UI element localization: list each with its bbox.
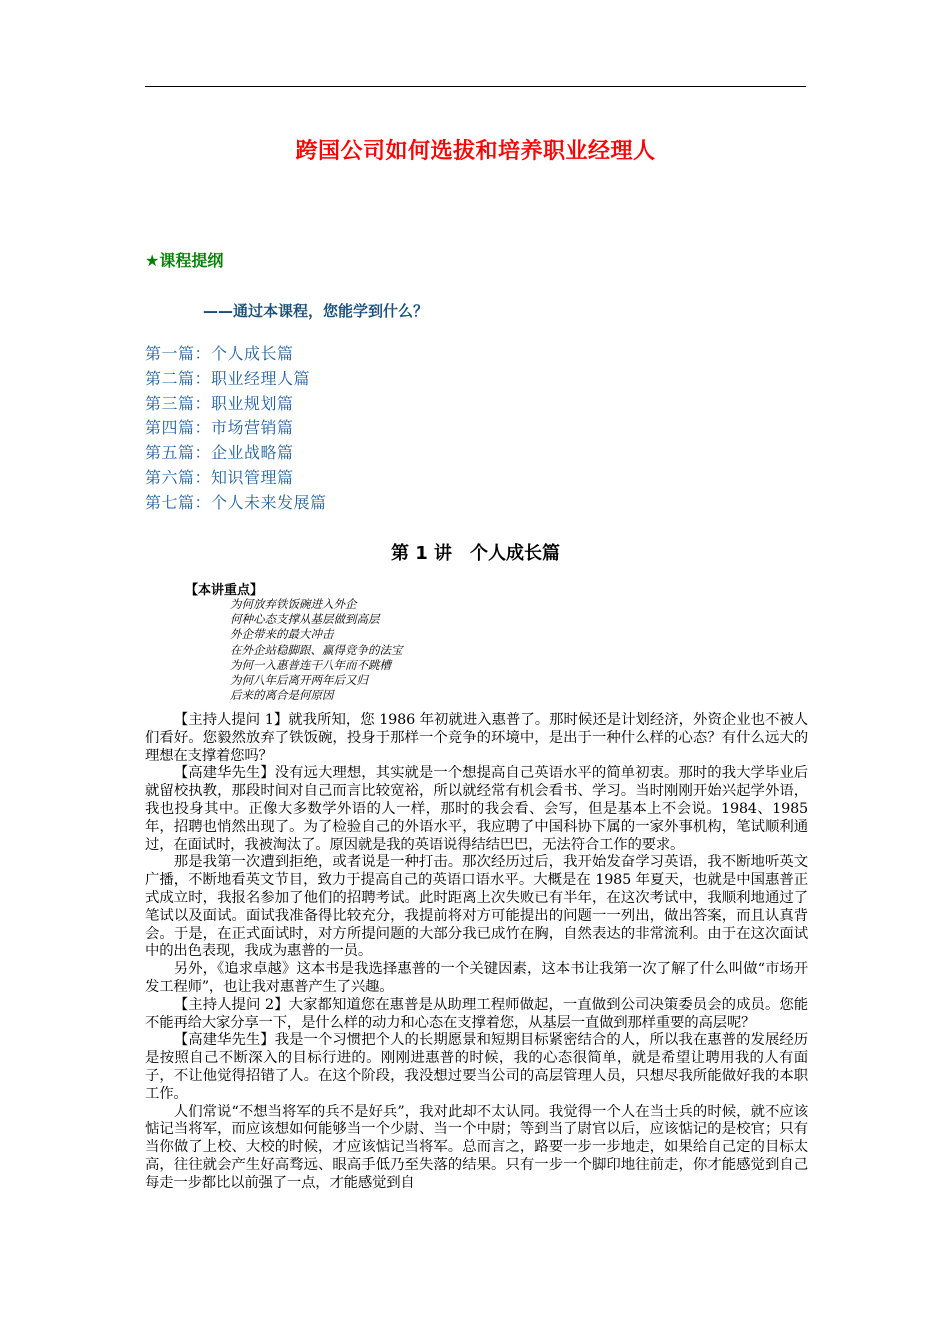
chapter-item-5: 第五篇：企业战略篇: [145, 443, 294, 463]
chapter-item-3: 第三篇：职业规划篇: [145, 393, 294, 413]
paragraph: 【主持人提问 1】就我所知，您 1986 年初就进入惠普了。那时候还是计划经济，外资企业也不被人们看好。您毅然放弃了铁饭碗，投身于那样一个竞争的环境中，是出于一种什么样的心态？有什么远大的理想在支撑着您吗？: [145, 712, 808, 764]
chapter-item-7: 第七篇：个人未来发展篇: [145, 492, 327, 512]
outline-heading: ★课程提纲: [145, 251, 224, 270]
key-point: 为何八年后离开两年后又归: [230, 673, 368, 688]
key-point: 外企带来的最大冲击: [230, 627, 334, 642]
paragraph: 【主持人提问 2】大家都知道您在惠普是从助理工程师做起，一直做到公司决策委员会的成员。您能不能再给大家分享一下，是什么样的动力和心态在支撑着您，从基层一直做到那样重要的高层呢？: [145, 996, 808, 1031]
key-point: 为何一入惠普连干八年而不跳槽: [230, 657, 391, 672]
paragraph: 另外，《追求卓越》这本书是我选择惠普的一个关键因素，这本书让我第一次了解了什么叫做“市场开发工程师”，也让我对惠普产生了兴趣。: [145, 961, 808, 995]
chapter-item-4: 第四篇：市场营销篇: [145, 418, 294, 438]
paragraph: 人们常说“不想当将军的兵不是好兵”，我对此却不太认同。我觉得一个人在当士兵的时候，就不应该惦记当将军，而应该想如何能够当一个少尉、当一个中尉；等到当了尉官以后，应该惦记的是校官；只有当你做了上校、大校的时候，才应该惦记当将军。总而言之，路要一步一步地走，如果给自己定的目标太高，往往就会产生好高骛远、眼高手低乃至失落的结果。只有一步一个脚印地往前走，你才能感觉到自己每走一步都比以前强了一点，才能感觉到自: [145, 1103, 808, 1191]
chapter-item-6: 第六篇：知识管理篇: [145, 467, 294, 487]
chapter-item-1: 第一篇：个人成长篇: [145, 344, 294, 363]
key-point: 在外企站稳脚跟、赢得竞争的法宝: [230, 642, 403, 657]
paragraph: 【高建华先生】没有远大理想，其实就是一个想提高自己英语水平的简单初衷。那时的我大学毕业后就留校执教，那段时间对自己而言比较宽裕，所以就经常有机会看书、学习。当时刚刚开始兴起学外语，我也投身其中。正像大多数学外语的人一样，那时的我会看、会写，但是基本上不会说。1984、1985 年，招聘也悄然出现了。为了检验自己的外语水平，我应聘了中国科协下属的一家外事机构，笔试顺利通过，在面试时，我被淘汰了。原因就是我的英语说得结结巴巴，无法符合工作的要求。: [145, 765, 808, 853]
document-title: 跨国公司如何选拔和培养职业经理人: [295, 139, 656, 164]
chapter-item-2: 第二篇：职业经理人篇: [145, 368, 311, 388]
body-text: [145, 712, 808, 1193]
header-rule: [145, 86, 806, 87]
key-points-heading: 【本讲重点】: [185, 583, 264, 598]
key-point: 后来的离合是何原因: [230, 688, 334, 703]
paragraph: 那是我第一次遭到拒绝，或者说是一种打击。那次经历过后，我开始发奋学习英语，我不断地听英文广播，不断地看英文节目，致力于提高自己的英语口语水平。大概是在 1985 年夏天，也就是中国惠普正式成立时，我报名参加了他们的招聘考试。此时距离上次失败已有半年，在这次考试中，我顺利地通过了笔试以及面试。面试我准备得比较充分，我提前将对方可能提出的问题一一列出，做出答案，而且认真背会。于是，在正式面试时，对方所提问题的大部分我已成竹在胸，自然表达的非常流利。由于在这次面试中的出色表现，我成为惠普的一员。: [145, 854, 808, 960]
paragraph: 【高建华先生】我是一个习惯把个人的长期愿景和短期目标紧密结合的人，所以我在惠普的发展经历是按照自己不断深入的目标行进的。刚刚进惠普的时候，我的心态很简单，就是希望让聘用我的人有面子，不让他觉得招错了人。在这个阶段，我没想过要当公司的高层管理人员，只想尽我所能做好我的本职工作。: [145, 1032, 808, 1102]
key-points-list: [230, 597, 403, 703]
chapter-list: [145, 342, 327, 516]
key-point: 何种心态支撑从基层做到高层: [230, 612, 380, 627]
lecture-title: 第 1 讲 个人成长篇: [390, 543, 561, 564]
key-point: 为何放弃铁饭碗进入外企: [230, 597, 357, 611]
outline-subheading: ——通过本课程，您能学到什么？: [203, 302, 429, 320]
